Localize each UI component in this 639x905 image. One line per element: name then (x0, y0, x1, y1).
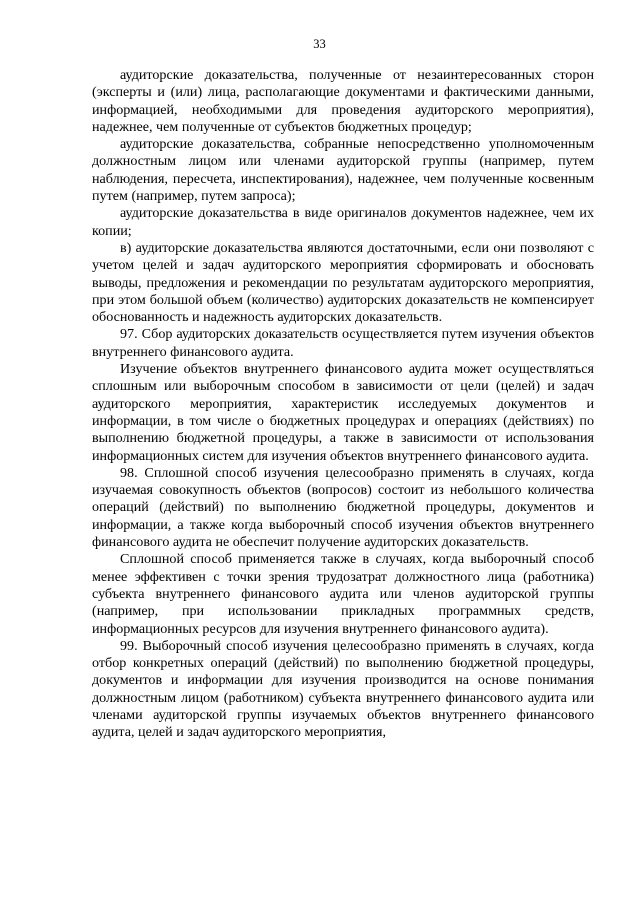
paragraph: аудиторские доказательства, собранные непосредственно уполномоченным должностным лицом или членами аудиторской группы (например, путем наблюдения, пересчета, инспектирования), надежнее, чем полученные косвенным путем (например, путем запроса); (92, 136, 594, 205)
paragraph: аудиторские доказательства, полученные от незаинтересованных сторон (эксперты и (или) лица, располагающие документами и фактическими данными, информацией, необходимыми для проведения аудиторского мероприятия), надежнее, чем полученные от субъектов бюджетных процедур; (92, 67, 594, 135)
page-number: 33 (313, 37, 326, 51)
paragraph: 98. Сплошной способ изучения целесообразно применять в случаях, когда изучаемая совокупность объектов (вопросов) состоит из небольшого количества операций (действий) по выполнению бюджетной процедуры, документов и информации, а также когда выборочный способ изучения объектов внутреннего финансового аудита не обеспечит получение аудиторских доказательств. (92, 464, 594, 551)
paragraph: 99. Выборочный способ изучения целесообразно применять в случаях, когда отбор конкретных операций (действий) по выполнению бюджетной процедуры, документов и информации для изучения производится на основе понимания должностным лицом (работником) субъекта внутреннего финансового аудита или членами аудиторской группы изучаемых объектов внутреннего финансового аудита, целей и задач аудиторского мероприятия, (92, 637, 594, 741)
paragraph: Изучение объектов внутреннего финансового аудита может осуществляться сплошным или выборочным способом в зависимости от цели (целей) и задач аудиторского мероприятия, характеристик исследуемых документов и информации, в том числе о бюджетных процедурах и операциях (действиях) по выполнению бюджетной процедуры, а также в зависимости от использования информационных систем для изучения объектов внутреннего финансового аудита. (92, 361, 594, 464)
document-body (92, 67, 594, 742)
paragraph: в) аудиторские доказательства являются достаточными, если они позволяют с учетом целей и задач аудиторского мероприятия сформировать и обосновать выводы, предложения и рекомендации по результатам аудиторского мероприятия, при этом большой объем (количество) аудиторских доказательств не компенсирует обоснованность и надежность аудиторских доказательств. (92, 239, 594, 326)
paragraph: Сплошной способ применяется также в случаях, когда выборочный способ менее эффективен с точки зрения трудозатрат должностного лица (работника) субъекта внутреннего финансового аудита или членов аудиторской группы (например, при использовании прикладных программных средств, информационных ресурсов для изучения внутреннего финансового аудита). (92, 551, 594, 637)
paragraph: аудиторские доказательства в виде оригиналов документов надежнее, чем их копии; (92, 205, 594, 239)
paragraph: 97. Сбор аудиторских доказательств осуществляется путем изучения объектов внутреннего финансового аудита. (92, 326, 594, 360)
